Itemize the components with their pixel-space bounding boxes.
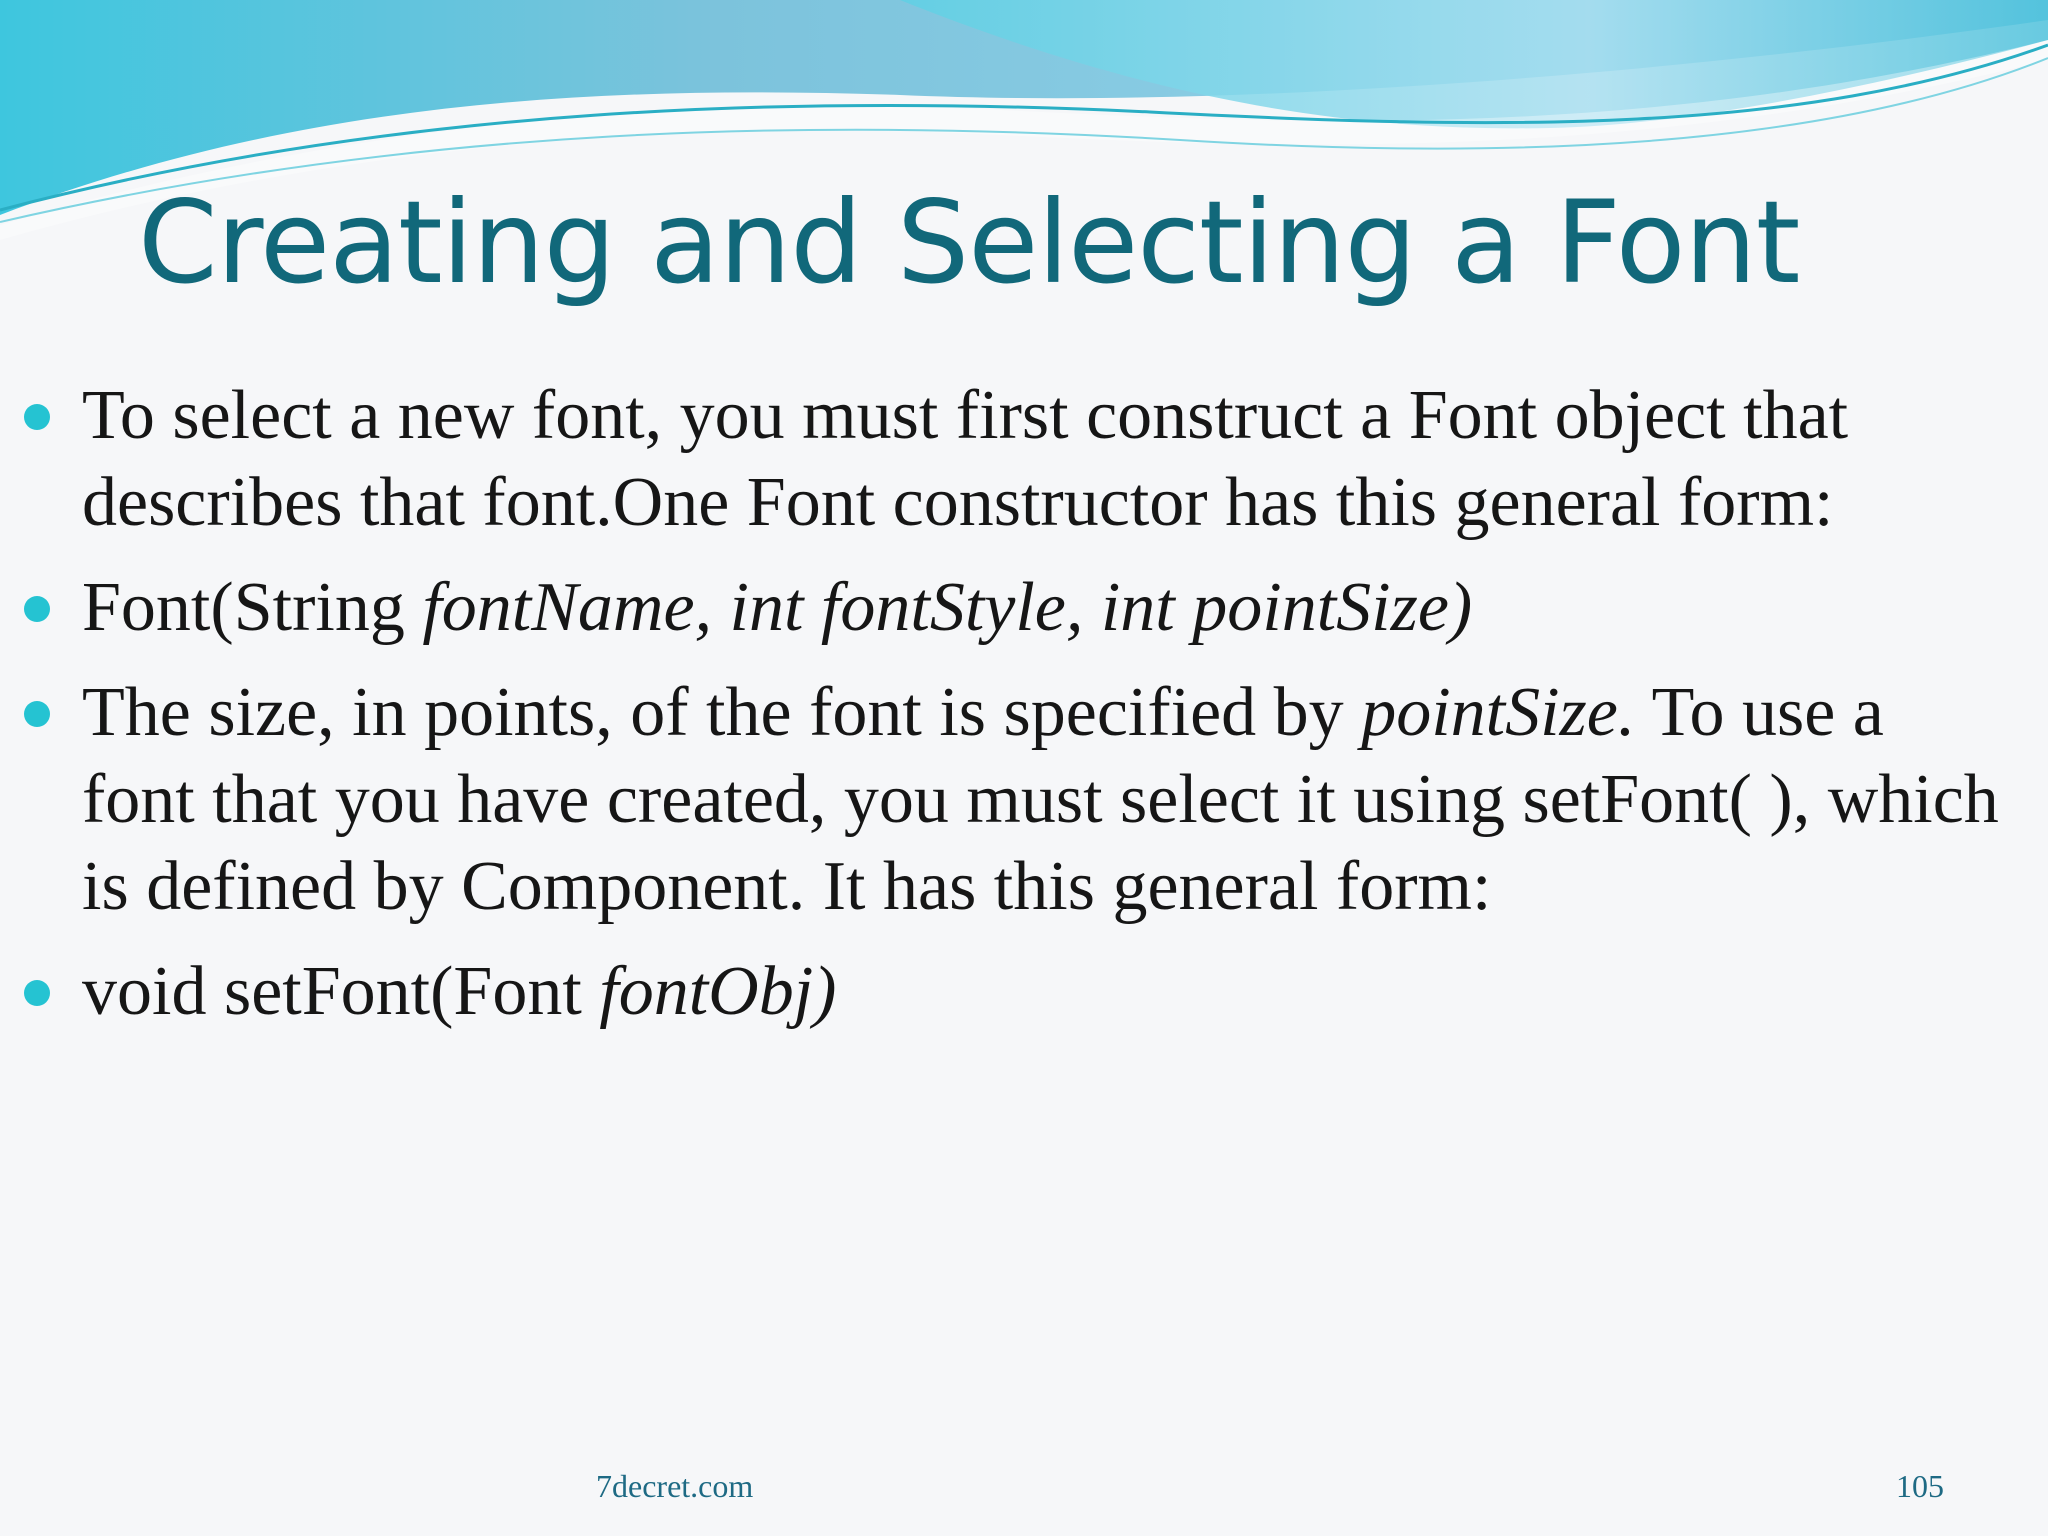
bullet-text-prefix: void setFont(Font: [82, 953, 600, 1030]
bullet-list: [0, 372, 2000, 1053]
bullet-dot-icon: [24, 596, 50, 622]
bullet-item: [0, 372, 2000, 546]
slide-title: Creating and Selecting a Font: [138, 176, 1800, 309]
bullet-text-suffix: To use a font that you have created, you must select it using setFont( ), which is defined by Component. It has this general form:: [82, 674, 1999, 925]
bullet-dot-icon: [24, 404, 50, 430]
bullet-text-italic: fontObj): [599, 953, 837, 1030]
bullet-item: [0, 948, 2000, 1035]
bullet-text-italic: fontName, int fontStyle, int pointSize): [422, 569, 1473, 646]
bullet-text-italic: pointSize.: [1361, 674, 1636, 751]
bullet-item: [0, 669, 2000, 930]
bullet-item: [0, 564, 2000, 651]
bullet-dot-icon: [24, 701, 50, 727]
bullet-text: To select a new font, you must first construct a Font object that describes that font.One Font constructor has this general form:: [82, 377, 1849, 541]
bullet-text-prefix: The size, in points, of the font is specified by: [82, 674, 1362, 751]
bullet-text-prefix: Font(String: [82, 569, 423, 646]
bullet-dot-icon: [24, 980, 50, 1006]
footer-website: 7decret.com: [596, 1468, 754, 1504]
slide-number: 105: [1896, 1468, 1944, 1504]
